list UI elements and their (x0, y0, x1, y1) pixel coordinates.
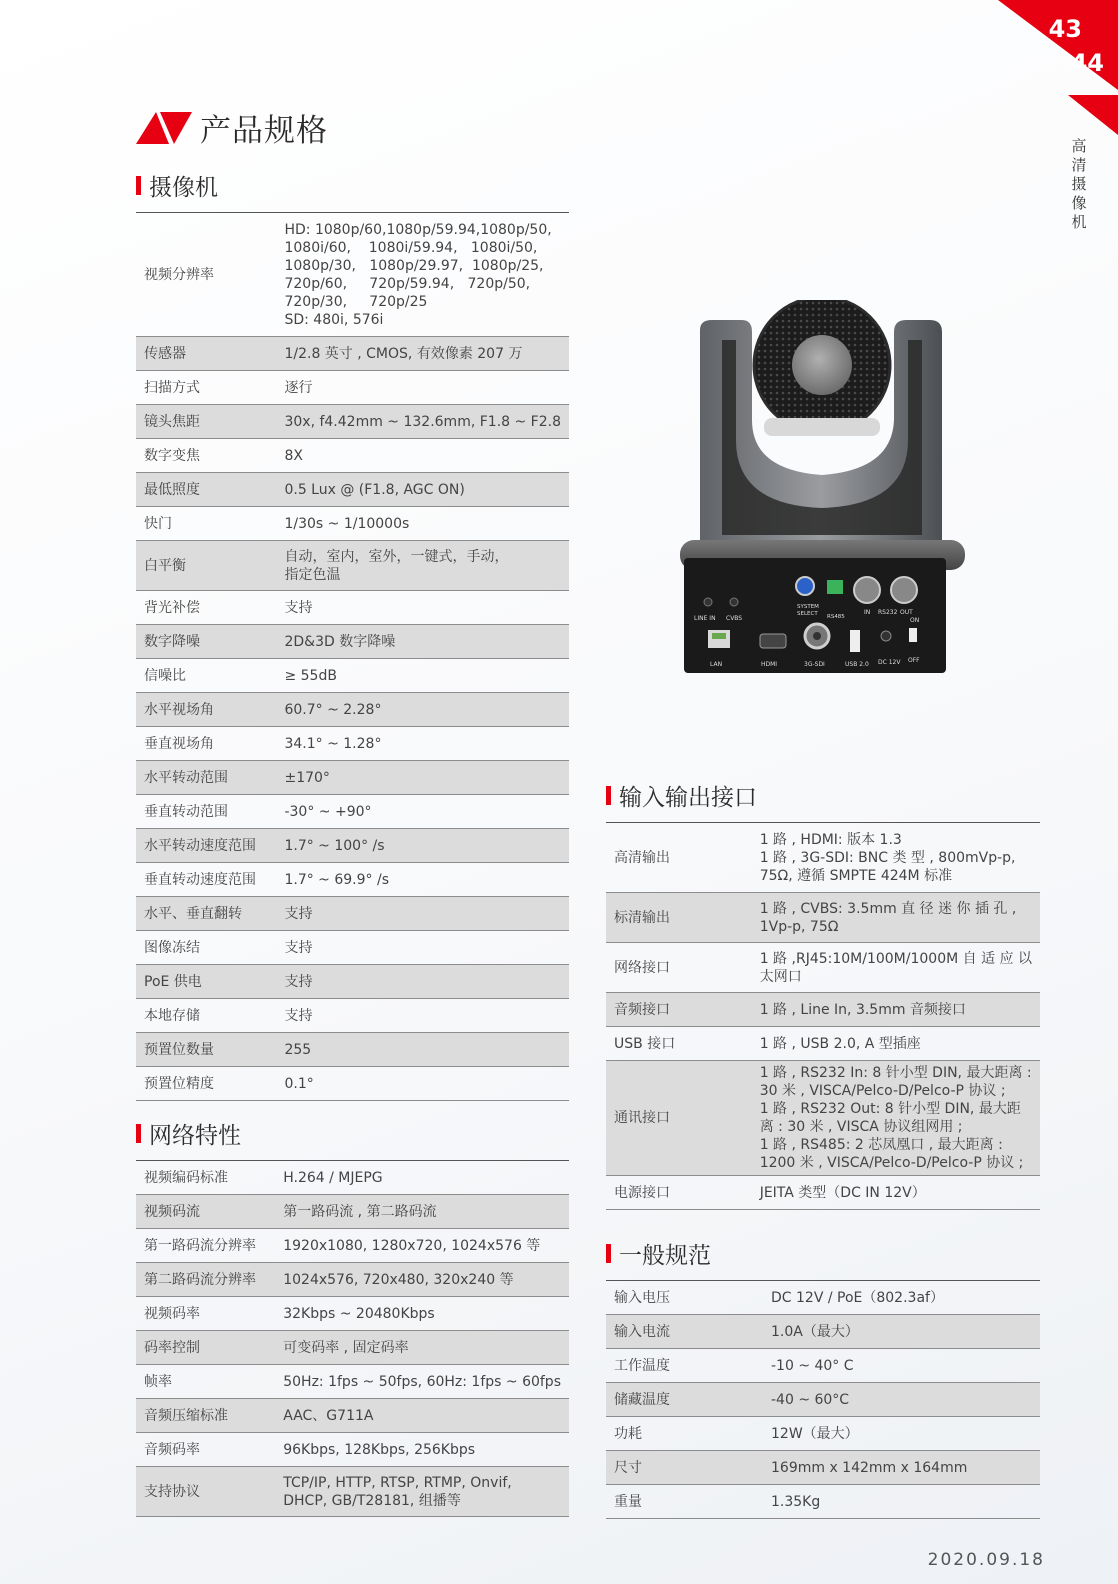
spec-label: 水平视场角 (136, 693, 276, 727)
page-number-left: 43 (1048, 15, 1082, 43)
spec-label: 垂直视场角 (136, 727, 276, 761)
spec-row (136, 1229, 569, 1263)
spec-value (763, 1417, 1040, 1451)
section-network (136, 1118, 569, 1517)
side-category-label (1070, 137, 1088, 232)
spec-value (276, 507, 569, 541)
spec-value-line: 1 路 ,RJ45:10M/100M/1000M 自 适 应 以 (759, 950, 1032, 967)
spec-label: 网络接口 (606, 943, 752, 993)
spec-row (136, 693, 569, 727)
spec-row (136, 1399, 569, 1433)
spec-table (136, 212, 569, 1101)
side-label-char: 清 (1071, 156, 1087, 174)
spec-value-line: ±170° (284, 769, 330, 786)
panel-label-select: SELECT (797, 611, 818, 617)
section-header (136, 170, 569, 200)
section-header (606, 780, 1040, 810)
spec-value (763, 1451, 1040, 1485)
spec-row (136, 1467, 569, 1517)
spec-value (276, 965, 569, 999)
spec-value-line: 1 路 , CVBS: 3.5mm 直 径 迷 你 插 孔 , (759, 900, 1017, 917)
spec-value-line: 1 路 , Line In, 3.5mm 音频接口 (759, 1001, 966, 1018)
spec-row (136, 1331, 569, 1365)
page-numbers (1049, 12, 1104, 80)
section-title: 一般规范 (619, 1242, 711, 1269)
spec-label: 工作温度 (606, 1349, 763, 1383)
spec-value-line: 1.0A（最大） (771, 1323, 859, 1340)
spec-label: 水平转动速度范围 (136, 829, 276, 863)
section-marker (606, 786, 611, 805)
spec-value-line: 指定色温 (284, 566, 341, 583)
section-general (606, 1238, 1040, 1519)
panel-label-on: ON (910, 617, 920, 624)
spec-value (752, 823, 1040, 893)
spec-row (606, 823, 1040, 893)
spec-value-line: 30 米 , VISCA/Pelco-D/Pelco-P 协议 ; (759, 1083, 1006, 1099)
panel-label-sdi: 3G-SDI (804, 661, 825, 668)
spec-value-line: SD: 480i, 576i (284, 311, 384, 328)
spec-table (136, 1160, 569, 1517)
spec-row (136, 439, 569, 473)
spec-label: 垂直转动速度范围 (136, 863, 276, 897)
brand-logo-icon (136, 111, 192, 145)
spec-value-line: 0.5 Lux @ (F1.8, AGC ON) (284, 481, 465, 498)
spec-value (276, 213, 569, 337)
section-title: 输入输出接口 (619, 784, 757, 811)
spec-label: 视频码率 (136, 1297, 275, 1331)
spec-value-line: HD: 1080p/60,1080p/59.94,1080p/50, (284, 221, 552, 238)
spec-row (606, 1061, 1040, 1176)
spec-value-line: 自动，室内，室外，一键式，手动， (284, 548, 509, 565)
spec-value-line: 1 路 , 3G-SDI: BNC 类 型 , 800mVp-p, (759, 849, 1016, 866)
spec-value-line: 30x, f4.42mm ~ 132.6mm, F1.8 ~ F2.8 (284, 413, 561, 430)
spec-row (136, 1195, 569, 1229)
spec-value (276, 795, 569, 829)
panel-label-usb: USB 2.0 (845, 661, 869, 668)
spec-label: 传感器 (136, 337, 276, 371)
spec-value-line: DHCP, GB/T28181, 组播等 (283, 1492, 461, 1509)
spec-label: 音频接口 (606, 993, 752, 1027)
spec-value (275, 1229, 569, 1263)
section-title: 网络特性 (149, 1122, 241, 1149)
spec-label: 图像冻结 (136, 931, 276, 965)
spec-row (606, 893, 1040, 943)
spec-value-line: AAC、G711A (283, 1407, 374, 1424)
panel-label-system: SYSTEM (797, 604, 819, 610)
spec-value (276, 1067, 569, 1101)
spec-row (606, 1027, 1040, 1061)
spec-value (763, 1383, 1040, 1417)
spec-label: 第一路码流分辨率 (136, 1229, 275, 1263)
spec-value (275, 1195, 569, 1229)
spec-value (275, 1365, 569, 1399)
spec-row (136, 507, 569, 541)
spec-row (136, 931, 569, 965)
spec-value (276, 371, 569, 405)
spec-label: USB 接口 (606, 1027, 752, 1061)
spec-value (275, 1331, 569, 1365)
spec-row (606, 1315, 1040, 1349)
spec-value-line: 逐行 (284, 379, 313, 396)
spec-value (763, 1281, 1040, 1315)
spec-label: 镜头焦距 (136, 405, 276, 439)
spec-value-line: 1/30s ~ 1/10000s (284, 515, 410, 532)
spec-value (276, 625, 569, 659)
spec-row (136, 1365, 569, 1399)
spec-row (136, 863, 569, 897)
spec-label: 码率控制 (136, 1331, 275, 1365)
spec-row (136, 213, 569, 337)
spec-label: 支持协议 (136, 1467, 275, 1517)
spec-value (275, 1399, 569, 1433)
spec-value (276, 727, 569, 761)
spec-value-line: 1Vp-p, 75Ω (759, 918, 839, 935)
panel-label-hdmi: HDMI (761, 661, 778, 668)
spec-value-line: 1080i/60, 1080i/59.94, 1080i/50, (284, 239, 538, 256)
spec-table (606, 822, 1040, 1210)
spec-label: 储藏温度 (606, 1383, 763, 1417)
spec-value (276, 541, 569, 591)
section-header (606, 1238, 1040, 1268)
spec-value (276, 659, 569, 693)
spec-value-line: 720p/30, 720p/25 (284, 293, 428, 310)
spec-label: 电源接口 (606, 1176, 752, 1210)
spec-value-line: 第一路码流 , 第二路码流 (283, 1203, 437, 1220)
spec-value-line: H.264 / MJEPG (283, 1169, 383, 1186)
spec-value-line: 720p/60, 720p/59.94, 720p/50, (284, 275, 531, 292)
spec-row (136, 727, 569, 761)
spec-value (276, 999, 569, 1033)
spec-label: 预置位数量 (136, 1033, 276, 1067)
spec-value-line: 1.35Kg (771, 1493, 821, 1510)
spec-label: 标清输出 (606, 893, 752, 943)
spec-value (276, 439, 569, 473)
spec-value (763, 1485, 1040, 1519)
spec-value (276, 863, 569, 897)
spec-row (136, 795, 569, 829)
spec-value (763, 1315, 1040, 1349)
spec-value (275, 1433, 569, 1467)
spec-value (275, 1467, 569, 1517)
panel-label-cvbs: CVBS (726, 615, 743, 622)
spec-value-line: TCP/IP, HTTP, RTSP, RTMP, Onvif, (283, 1474, 512, 1491)
spec-value-line: -40 ~ 60°C (771, 1391, 850, 1408)
spec-value-line: 2D&3D 数字降噪 (284, 633, 396, 650)
spec-value-line: -30° ~ +90° (284, 803, 372, 820)
section-camera (136, 170, 569, 1101)
spec-row (136, 659, 569, 693)
panel-label-lan: LAN (710, 661, 723, 668)
spec-value-line: 50Hz: 1fps ~ 50fps, 60Hz: 1fps ~ 60fps (283, 1373, 561, 1390)
spec-label: 视频分辨率 (136, 213, 276, 337)
spec-row (136, 965, 569, 999)
section-marker (136, 176, 141, 195)
spec-label: 数字降噪 (136, 625, 276, 659)
document-date: 2020.09.18 (927, 1550, 1045, 1570)
spec-value (275, 1161, 569, 1195)
spec-value (276, 1033, 569, 1067)
spec-label: 音频压缩标准 (136, 1399, 275, 1433)
spec-value (276, 693, 569, 727)
spec-value-line: ≥ 55dB (284, 667, 337, 684)
spec-value (275, 1297, 569, 1331)
spec-value-line: 支持 (284, 973, 313, 990)
spec-label: 通讯接口 (606, 1061, 752, 1176)
spec-value-line: 34.1° ~ 1.28° (284, 735, 382, 752)
spec-label: 音频码率 (136, 1433, 275, 1467)
spec-label: 快门 (136, 507, 276, 541)
spec-row (606, 1281, 1040, 1315)
spec-value-line: JEITA 类型（DC IN 12V） (759, 1184, 926, 1201)
spec-value (276, 337, 569, 371)
spec-row (606, 1451, 1040, 1485)
spec-row (136, 337, 569, 371)
spec-row (136, 1433, 569, 1467)
spec-label: 预置位精度 (136, 1067, 276, 1101)
spec-value-line: DC 12V / PoE（802.3af） (771, 1289, 944, 1306)
spec-row (136, 1067, 569, 1101)
spec-label: 功耗 (606, 1417, 763, 1451)
spec-value-line: 1.7° ~ 69.9° /s (284, 871, 389, 888)
ptz-camera-image (672, 300, 982, 680)
spec-value (275, 1263, 569, 1297)
spec-label: 数字变焦 (136, 439, 276, 473)
spec-row (606, 1349, 1040, 1383)
spec-value-line: 太网口 (759, 968, 802, 985)
spec-value (276, 829, 569, 863)
spec-value (276, 931, 569, 965)
spec-value-line: 1 路 , RS232 Out: 8 针小型 DIN, 最大距 (759, 1101, 1021, 1117)
spec-row (136, 829, 569, 863)
spec-value-line: 8X (284, 447, 303, 464)
page-title-text: 产品规格 (200, 113, 328, 149)
spec-row (136, 1033, 569, 1067)
spec-value (752, 1061, 1040, 1176)
spec-row (606, 1383, 1040, 1417)
spec-label: 尺寸 (606, 1451, 763, 1485)
section-marker (606, 1244, 611, 1263)
spec-value (752, 943, 1040, 993)
spec-value-line: 可变码率 , 固定码率 (283, 1339, 409, 1356)
spec-value-line: 离 : 30 米 , VISCA 协议组网用 ; (759, 1119, 963, 1135)
spec-value (276, 405, 569, 439)
spec-value-line: 1.7° ~ 100° /s (284, 837, 385, 854)
spec-label: 本地存储 (136, 999, 276, 1033)
spec-row (136, 405, 569, 439)
spec-label: 水平、垂直翻转 (136, 897, 276, 931)
spec-row (136, 1297, 569, 1331)
spec-row (606, 993, 1040, 1027)
spec-value-line: 1024x576, 720x480, 320x240 等 (283, 1271, 514, 1288)
spec-value (752, 1176, 1040, 1210)
page-title (136, 105, 328, 150)
spec-label: 视频码流 (136, 1195, 275, 1229)
spec-row (136, 1263, 569, 1297)
spec-value-line: 1 路 , RS485: 2 芯凤凰口 , 最大距离 : (759, 1137, 1003, 1153)
spec-label: 扫描方式 (136, 371, 276, 405)
section-io (606, 780, 1040, 1210)
panel-label-in: IN (864, 609, 871, 616)
side-label-char: 摄 (1071, 175, 1087, 193)
spec-value-line: 0.1° (284, 1075, 314, 1092)
spec-value-line: 1200 米 , VISCA/Pelco-D/Pelco-P 协议 ; (759, 1155, 1024, 1171)
spec-value-line: 1 路 , HDMI: 版本 1.3 (759, 831, 902, 848)
side-label-char: 像 (1071, 194, 1087, 212)
spec-label: 最低照度 (136, 473, 276, 507)
spec-value-line: 60.7° ~ 2.28° (284, 701, 382, 718)
spec-value-line: 1080p/30, 1080p/29.97, 1080p/25, (284, 257, 544, 274)
spec-label: 高清输出 (606, 823, 752, 893)
panel-label-rs232: RS232 (878, 609, 898, 616)
section-title: 摄像机 (149, 174, 218, 201)
spec-value-line: 255 (284, 1041, 312, 1058)
spec-row (136, 761, 569, 795)
spec-row (136, 897, 569, 931)
spec-value-line: 支持 (284, 905, 313, 922)
side-label-char: 高 (1071, 137, 1087, 155)
spec-label: PoE 供电 (136, 965, 276, 999)
spec-value (276, 761, 569, 795)
panel-label-out: OUT (900, 609, 913, 616)
page-number-right: 44 (1070, 49, 1104, 77)
spec-value (276, 897, 569, 931)
spec-row (606, 943, 1040, 993)
spec-label: 重量 (606, 1485, 763, 1519)
spec-value-line: 32Kbps ~ 20480Kbps (283, 1305, 435, 1322)
spec-value (276, 591, 569, 625)
spec-row (136, 371, 569, 405)
spec-label: 输入电流 (606, 1315, 763, 1349)
spec-value-line: 75Ω, 遵循 SMPTE 424M 标准 (759, 867, 953, 884)
spec-row (136, 541, 569, 591)
spec-label: 背光补偿 (136, 591, 276, 625)
spec-value (752, 893, 1040, 943)
spec-row (136, 1161, 569, 1195)
spec-value (752, 993, 1040, 1027)
spec-label: 帧率 (136, 1365, 275, 1399)
panel-label-line-in: LINE IN (694, 615, 716, 622)
spec-label: 垂直转动范围 (136, 795, 276, 829)
section-header (136, 1118, 569, 1148)
spec-label: 信噪比 (136, 659, 276, 693)
panel-label-dc: DC 12V (878, 659, 901, 666)
spec-label: 视频编码标准 (136, 1161, 275, 1195)
spec-row (136, 625, 569, 659)
spec-value-line: -10 ~ 40° C (771, 1357, 854, 1374)
spec-row (136, 591, 569, 625)
spec-label: 第二路码流分辨率 (136, 1263, 275, 1297)
section-marker (136, 1124, 141, 1143)
spec-value (763, 1349, 1040, 1383)
spec-row (136, 473, 569, 507)
spec-value-line: 1920x1080, 1280x720, 1024x576 等 (283, 1237, 541, 1254)
spec-row (606, 1176, 1040, 1210)
spec-row (136, 999, 569, 1033)
spec-value (276, 473, 569, 507)
spec-row (606, 1485, 1040, 1519)
spec-value-line: 1 路 , USB 2.0, A 型插座 (759, 1035, 921, 1052)
spec-value-line: 支持 (284, 599, 313, 616)
side-label-char: 机 (1071, 213, 1087, 231)
panel-label-rs485: RS485 (827, 614, 845, 620)
spec-label: 白平衡 (136, 541, 276, 591)
spec-label: 水平转动范围 (136, 761, 276, 795)
spec-value-line: 1/2.8 英寸 , CMOS, 有效像素 207 万 (284, 345, 523, 362)
panel-label-off: OFF (908, 657, 920, 664)
spec-value-line: 支持 (284, 939, 313, 956)
spec-value (752, 1027, 1040, 1061)
spec-row (606, 1417, 1040, 1451)
spec-value-line: 96Kbps, 128Kbps, 256Kbps (283, 1441, 476, 1458)
spec-value-line: 12W（最大） (771, 1425, 859, 1442)
spec-value-line: 1 路 , RS232 In: 8 针小型 DIN, 最大距离 : (759, 1065, 1032, 1081)
spec-label: 输入电压 (606, 1281, 763, 1315)
spec-table (606, 1280, 1040, 1519)
spec-value-line: 169mm x 142mm x 164mm (771, 1459, 968, 1476)
spec-value-line: 支持 (284, 1007, 313, 1024)
